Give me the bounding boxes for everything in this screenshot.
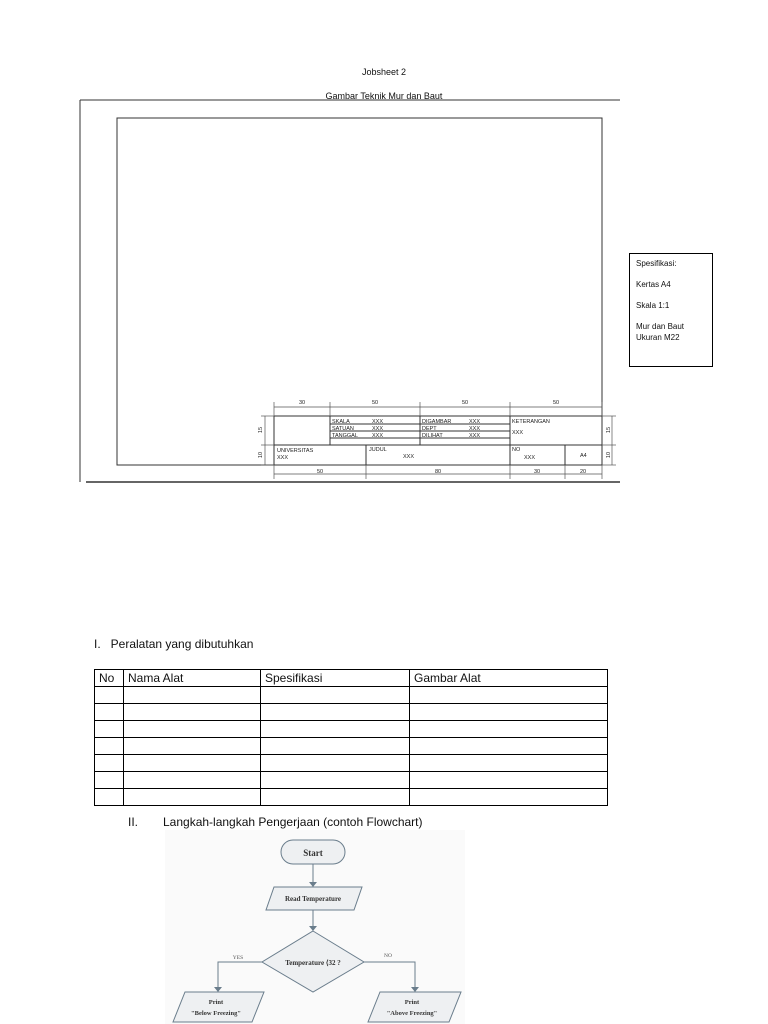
table-row bbox=[95, 772, 608, 789]
dim-top-2: 50 bbox=[371, 400, 379, 406]
table-row bbox=[95, 789, 608, 806]
universitas-label: UNIVERSITAS bbox=[277, 448, 314, 454]
dim-bottom-3: 30 bbox=[533, 469, 541, 475]
table-row bbox=[95, 721, 608, 738]
dim-top-3: 50 bbox=[461, 400, 469, 406]
skala-value: XXX bbox=[372, 419, 384, 425]
no-value: XXX bbox=[524, 455, 536, 461]
dim-bottom-4: 20 bbox=[579, 469, 587, 475]
flow-read: Read Temperature bbox=[284, 895, 342, 903]
flow-decision: Temperature ⟨32 ? bbox=[285, 959, 341, 967]
dept-label: DEPT bbox=[422, 426, 437, 432]
col-spesifikasi: Spesifikasi bbox=[261, 670, 410, 687]
spec-mur-line1: Mur dan Baut bbox=[636, 322, 685, 331]
spec-heading: Spesifikasi: bbox=[636, 259, 677, 268]
spec-skala: Skala 1:1 bbox=[636, 301, 670, 310]
dilihat-value: XXX bbox=[469, 433, 481, 439]
table-header-row bbox=[95, 670, 608, 687]
dim-top-1: 30 bbox=[298, 400, 306, 406]
doc-title: Jobsheet 2 bbox=[361, 67, 407, 77]
tanggal-value: XXX bbox=[372, 433, 384, 439]
judul-label: JUDUL bbox=[369, 447, 387, 453]
table-row bbox=[95, 704, 608, 721]
flow-start: Start bbox=[303, 848, 323, 858]
keterangan-label: KETERANGAN bbox=[512, 419, 550, 425]
doc-subtitle: Gambar Teknik Mur dan Baut bbox=[325, 91, 443, 101]
keterangan-value: XXX bbox=[512, 430, 524, 436]
flow-no-label: NO bbox=[384, 953, 392, 959]
col-no: No bbox=[95, 670, 124, 687]
no-label: NO bbox=[512, 447, 521, 453]
flow-right-output-shape bbox=[368, 992, 461, 1022]
dim-right-lower: 10 bbox=[606, 451, 612, 459]
satuan-label: SATUAN bbox=[332, 426, 354, 432]
judul-value: XXX bbox=[403, 454, 415, 460]
col-gambar-alat: Gambar Alat bbox=[410, 670, 608, 687]
dim-bottom-2: 80 bbox=[434, 469, 442, 475]
equipment-table bbox=[94, 669, 608, 806]
flow-left-output-shape bbox=[173, 992, 264, 1022]
section-2-number: II. bbox=[128, 815, 139, 829]
paper-size: A4 bbox=[580, 453, 587, 459]
table-row bbox=[95, 687, 608, 704]
dim-left-upper: 15 bbox=[258, 426, 264, 434]
flow-right-line1: Print bbox=[404, 999, 420, 1006]
universitas-value: XXX bbox=[277, 455, 289, 461]
flow-left-line1: Print bbox=[208, 999, 224, 1006]
spec-box bbox=[629, 253, 713, 367]
skala-label: SKALA bbox=[332, 419, 350, 425]
table-row bbox=[95, 738, 608, 755]
section-1-title: I. Peralatan yang dibutuhkan bbox=[94, 637, 254, 651]
digambar-label: DIGAMBAR bbox=[422, 419, 452, 425]
inner-frame bbox=[117, 118, 602, 465]
satuan-value: XXX bbox=[372, 426, 384, 432]
dim-right-upper: 15 bbox=[606, 426, 612, 434]
tanggal-label: TANGGAL bbox=[332, 433, 358, 439]
digambar-value: XXX bbox=[469, 419, 481, 425]
drawing-frame bbox=[0, 0, 768, 500]
flow-left-line2: "Below Freezing" bbox=[191, 1010, 241, 1017]
dilihat-label: DILIHAT bbox=[422, 433, 443, 439]
dim-bottom-1: 50 bbox=[316, 469, 324, 475]
dim-top-4: 50 bbox=[552, 400, 560, 406]
section-2-title: Langkah-langkah Pengerjaan (contoh Flowchart) bbox=[163, 815, 423, 829]
spec-mur-line2: Ukuran M22 bbox=[636, 333, 680, 342]
flowchart bbox=[0, 830, 768, 1024]
spec-kertas: Kertas A4 bbox=[636, 280, 671, 289]
dept-value: XXX bbox=[469, 426, 481, 432]
flow-right-line2: "Above Freezing" bbox=[386, 1010, 438, 1017]
col-nama-alat: Nama Alat bbox=[124, 670, 261, 687]
dim-left-lower: 10 bbox=[258, 451, 264, 459]
flow-yes-label: YES bbox=[232, 955, 244, 961]
table-row bbox=[95, 755, 608, 772]
